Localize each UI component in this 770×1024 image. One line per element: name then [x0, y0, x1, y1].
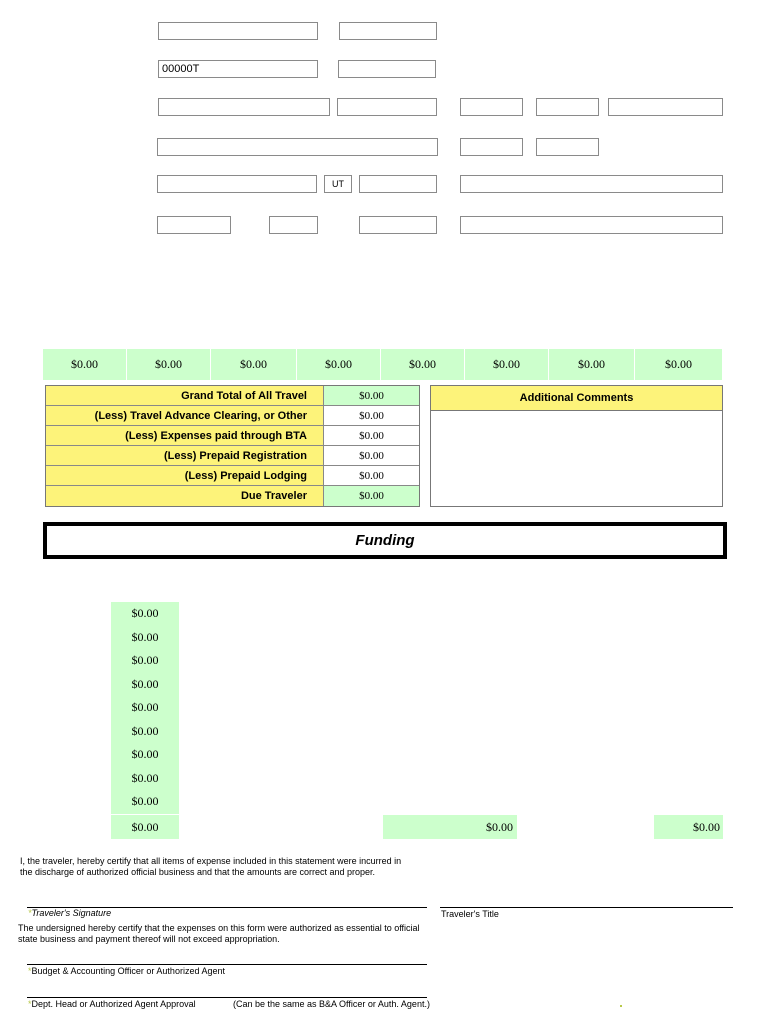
bta-expenses-row: [46, 426, 419, 446]
due-traveler-label: Due Traveler: [46, 486, 324, 506]
dept-head-signature-line[interactable]: [27, 997, 427, 998]
funding-amount: $0.00: [111, 720, 179, 744]
category-total: $0.00: [465, 349, 549, 380]
dept-head-label: *Dept. Head or Authorized Agent Approval: [28, 999, 196, 1009]
grand-total-label: Grand Total of All Travel: [46, 386, 324, 405]
required-marker: *: [28, 966, 32, 976]
traveler-title-line[interactable]: [440, 907, 733, 908]
due-traveler-value: $0.00: [324, 486, 419, 506]
field-row4-c[interactable]: [536, 138, 599, 156]
grand-total-table: [45, 385, 420, 507]
funding-total: $0.00: [111, 815, 179, 839]
field-row6-d[interactable]: [460, 216, 723, 234]
traveler-signature-label: *Traveler's Signature: [28, 908, 112, 918]
category-total: $0.00: [211, 349, 297, 380]
decorative-dot: [620, 1005, 622, 1007]
funding-amount: $0.00: [111, 767, 179, 791]
name-field[interactable]: [158, 22, 318, 40]
dept-head-note: (Can be the same as B&A Officer or Auth. Agent.): [233, 999, 430, 1009]
funding-amounts-column: [111, 602, 179, 814]
prepaid-lodging-row: [46, 466, 419, 486]
field-row3-b[interactable]: [337, 98, 437, 116]
travel-advance-label: (Less) Travel Advance Clearing, or Other: [46, 406, 324, 425]
field-row6-b[interactable]: [269, 216, 318, 234]
grand-total-row: [46, 386, 419, 406]
field-row5-d[interactable]: [460, 175, 723, 193]
funding-total: $0.00: [654, 815, 723, 839]
travel-advance-value[interactable]: $0.00: [324, 406, 419, 425]
prepaid-lodging-value[interactable]: $0.00: [324, 466, 419, 485]
required-marker: *: [28, 908, 32, 918]
prepaid-lodging-label: (Less) Prepaid Lodging: [46, 466, 324, 485]
travel-advance-row: [46, 406, 419, 426]
funding-amount: $0.00: [111, 673, 179, 697]
category-total: $0.00: [549, 349, 635, 380]
required-marker: *: [28, 999, 32, 1009]
funding-amount: $0.00: [111, 602, 179, 626]
category-total: $0.00: [381, 349, 465, 380]
traveler-title-label: Traveler's Title: [441, 909, 499, 919]
category-total: $0.00: [43, 349, 127, 380]
category-total: $0.00: [127, 349, 211, 380]
additional-comments-title: Additional Comments: [431, 386, 722, 411]
prepaid-registration-value[interactable]: $0.00: [324, 446, 419, 465]
bta-expenses-value[interactable]: $0.00: [324, 426, 419, 445]
city-field[interactable]: [157, 175, 317, 193]
funding-amount: $0.00: [111, 743, 179, 767]
funding-amount: $0.00: [111, 626, 179, 650]
due-traveler-row: [46, 486, 419, 506]
additional-comments-box[interactable]: [430, 385, 723, 507]
budget-officer-label: *Budget & Accounting Officer or Authorized Agent: [28, 966, 225, 976]
address-field[interactable]: [158, 98, 330, 116]
funding-amount: $0.00: [111, 696, 179, 720]
funding-amount: $0.00: [111, 790, 179, 814]
field-row6-a[interactable]: [157, 216, 231, 234]
funding-total: $0.00: [383, 815, 517, 839]
purpose-field[interactable]: [157, 138, 438, 156]
field-row3-d[interactable]: [536, 98, 599, 116]
field-row6-c[interactable]: [359, 216, 437, 234]
category-totals-row: [0, 349, 770, 380]
field-row4-b[interactable]: [460, 138, 523, 156]
traveler-certification-text: I, the traveler, hereby certify that all items of expense included in this statement were incurred in the discharge of authorized official business and that the amounts are correct and proper.: [20, 856, 402, 877]
zip-field[interactable]: [359, 175, 437, 193]
prepaid-registration-label: (Less) Prepaid Registration: [46, 446, 324, 465]
funding-heading: Funding: [43, 522, 727, 559]
grand-total-value: $0.00: [324, 386, 419, 405]
funding-amount: $0.00: [111, 649, 179, 673]
category-total: $0.00: [297, 349, 381, 380]
field-row3-e[interactable]: [608, 98, 723, 116]
prepaid-registration-row: [46, 446, 419, 466]
field-row3-c[interactable]: [460, 98, 523, 116]
id-field[interactable]: 00000T: [158, 60, 318, 78]
field-top-right[interactable]: [339, 22, 437, 40]
category-total: $0.00: [635, 349, 723, 380]
authorization-statement: The undersigned hereby certify that the expenses on this form were authorized as essential to official state business and payment thereof will not exceed appropriation.: [18, 923, 420, 944]
bta-expenses-label: (Less) Expenses paid through BTA: [46, 426, 324, 445]
budget-officer-signature-line[interactable]: [27, 964, 427, 965]
field-row2-right[interactable]: [338, 60, 436, 78]
state-field[interactable]: UT: [324, 175, 352, 193]
